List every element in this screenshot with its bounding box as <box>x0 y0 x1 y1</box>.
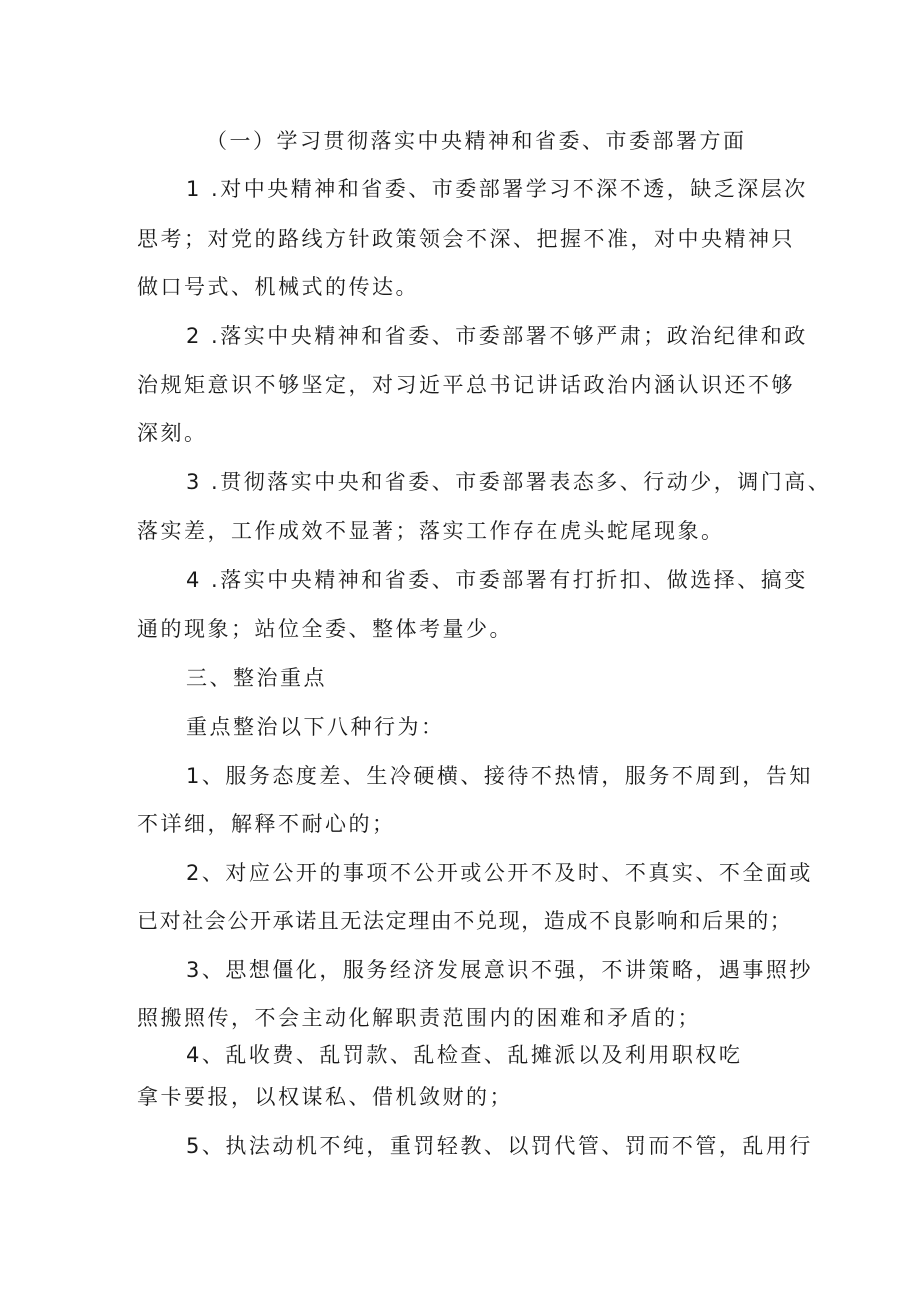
paragraph-line: 落实差，工作成效不显著；落实工作存在虎头蛇尾现象。 <box>137 519 725 543</box>
paragraph-line: 5、执法动机不纯，重罚轻教、以罚代管、罚而不管，乱用行 <box>186 1134 813 1158</box>
paragraph-line: 照搬照传，不会主动化解职责范围内的困难和矛盾的； <box>137 1006 701 1030</box>
paragraph-line: 治规矩意识不够坚定，对习近平总书记讲话政治内涵认识还不够 <box>137 373 795 397</box>
paragraph-line: 1 .对中央精神和省委、市委部署学习不深不透，缺乏深层次 <box>186 177 808 201</box>
paragraph-line: 2、对应公开的事项不公开或公开不及时、不真实、不全面或 <box>186 861 813 885</box>
paragraph-line: 4、乱收费、乱罚款、乱检查、乱摊派以及利用职权吃 <box>186 1043 743 1067</box>
paragraph-line: 3、思想僵化，服务经济发展意识不强，不讲策略，遇事照抄 <box>186 958 813 982</box>
paragraph-line: 2 .落实中央精神和省委、市委部署不够严肃；政治纪律和政 <box>186 324 808 348</box>
paragraph-line: 深刻。 <box>137 421 208 445</box>
paragraph-line: 拿卡要报，以权谋私、借机敛财的； <box>137 1085 513 1109</box>
section-heading: （一）学习贯彻落实中央精神和省委、市委部署方面 <box>206 129 747 153</box>
section-heading: 三、整治重点 <box>186 666 327 690</box>
paragraph-line: 做口号式、机械式的传达。 <box>137 275 419 299</box>
paragraph-line: 3 .贯彻落实中央和省委、市委部署表态多、行动少，调门高、 <box>186 470 832 494</box>
paragraph-line: 重点整治以下八种行为： <box>186 715 445 739</box>
paragraph-line: 4 .落实中央精神和省委、市委部署有打折扣、做选择、搞变 <box>186 568 808 592</box>
paragraph-line: 不详细，解释不耐心的； <box>137 812 396 836</box>
paragraph-line: 1、服务态度差、生冷硬横、接待不热情，服务不周到，告知 <box>186 764 813 788</box>
paragraph-line: 通的现象；站位全委、整体考量少。 <box>137 617 513 641</box>
paragraph-line: 已对社会公开承诺且无法定理由不兑现，造成不良影响和后果的； <box>137 909 793 933</box>
paragraph-line: 思考；对党的路线方针政策领会不深、把握不准，对中央精神只 <box>137 227 795 251</box>
